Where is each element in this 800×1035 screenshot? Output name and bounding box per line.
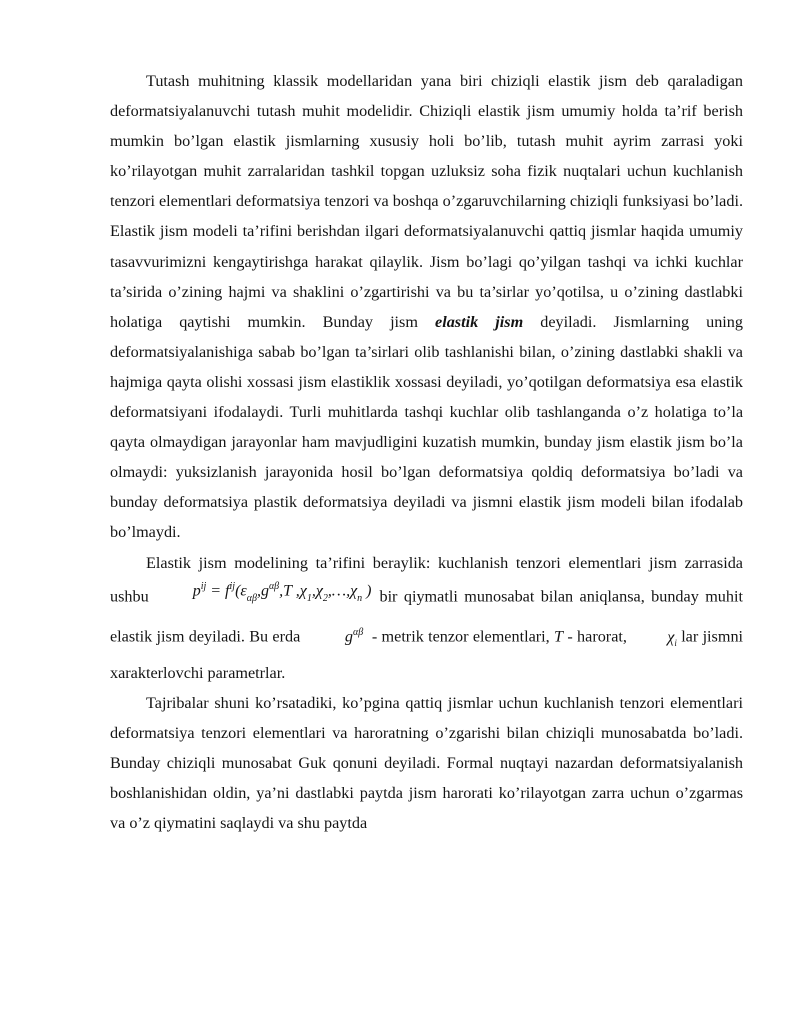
- paragraph-1-text: Tutash muhitning klassik modellaridan yana biri chiziqli elastik jism deb qaraladigan deformatsiyalanuvchi tutash muhit modelidir. Chiziqli elastik jism umumiy holda ta’rif berish mumkin bo’lgan elastik jismlarning xususiy holi bo’lib, tutash muhit ayrim zarrasi yoki ko’rilayotgan muhit zarralaridan tashkil topgan uzluksiz soha fizik nuqtalari uchun kuchlanish tenzori elementlari deformatsiya tenzori va boshqa o’zgaruvchilarning chiziqli funksiyasi bo’ladi. Elastik jism modeli ta’rifini berishdan ilgari deformatsiyalanuvchi qattiq jismlar haqida umumiy tasavvurimizni kengaytirishga harakat qilaylik. Jism bo’lagi qo’yilgan tashqi va ichki kuchlar ta’sirida o’zining hajmi va shaklini o’zgartirishi va bu ta’sirlar yo’qotilsa, u o’zining dastlabki holatiga qaytishi mumkin. Bunday jism: [110, 72, 743, 331]
- metric-tensor-symbol: $g^{\alpha\beta}$: [344, 627, 364, 646]
- paragraph-3: [110, 688, 743, 838]
- paragraph-2-d: - harorat,: [567, 627, 627, 646]
- stress-formula: $p^{ij} = f^{ij}(\varepsilon_{\alpha\beta},g^{\alpha\beta},T$ $,\chi_1,\chi_2,\dots,\chi_n$ ): [192, 580, 372, 605]
- paragraph-1-rest: deyiladi. Jismlarning uning deformatsiyalanishiga sabab bo’lgan ta’sirlari olib tashlanishi bilan, o’zining dastlabki shakli va hajmiga qayta olishi xossasi jism elastiklik xossasi deyiladi, yo’qotilgan deformatsiya esa elastik deformatsiyani ifodalaydi. Turli muhitlarda tashqi kuchlar olib tashlanganda o’z holatiga to’la qayta olmaydigan jarayonlar ham mavjudligini kuzatish mumkin, bunday jism elastik jism bo’la olmaydi: yuksizlanish jarayonida hosil bo’lgan deformatsiya qoldiq deformatsiya bo’ladi va bunday deformatsiya plastik deformatsiya deyiladi va jismni elastik jism modeli bilan ifodalab bo’lmaydi.: [110, 312, 743, 542]
- paragraph-2-b: bir qiymatli munosabat bilan aniqlansa, bunday muhit elastik jism deyiladi. Bu erda: [110, 586, 743, 646]
- paragraph-2-a: Elastik jism modelining ta’rifini beraylik: kuchlanish tenzori elementlari jism zarrasida ushbu: [110, 553, 743, 605]
- term-elastik-jism: elastik jism: [435, 312, 524, 331]
- paragraph-3-text: Tajribalar shuni ko’rsatadiki, ko’pgina qattiq jismlar uchun kuchlanish tenzori elementlari deformatsiya tenzori elementlari va haroratning o’zgarishi bilan chiziqli munosabatda bo’ladi. Bunday chiziqli munosabat Guk qonuni deyiladi. Formal nuqtayi nazardan deformatsiyalanish boshlanishidan oldin, ya’ni dastlabki paytda jism harorati ko’rilayotgan zarra uchun o’zgarmas va o’z qiymatini saqlaydi va shu paytda: [110, 694, 743, 833]
- paragraph-1: [110, 66, 743, 548]
- temperature-symbol: T: [554, 627, 564, 646]
- paragraph-2-e: lar jismni xarakterlovchi parametrlar.: [110, 627, 744, 682]
- paragraph-2: [110, 548, 743, 689]
- chi-symbol: $\chi_i$: [667, 627, 677, 648]
- body-text: [110, 66, 743, 838]
- paragraph-2-c: - metrik tenzor elementlari,: [371, 627, 550, 646]
